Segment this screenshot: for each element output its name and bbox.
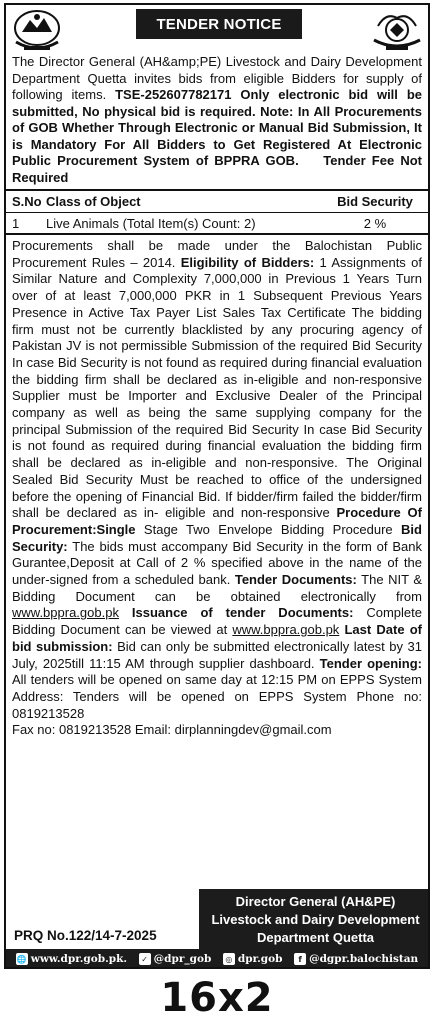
prq-number: PRQ No.122/14-7-2025 [14,928,157,943]
signatory-line-3: Department Quetta [256,930,375,945]
table-header-row [6,191,428,213]
facebook-icon: f [294,953,306,965]
social-instagram[interactable]: ◎ dpr.gob [223,953,283,965]
notice-title: TENDER NOTICE [136,9,302,39]
government-emblem-icon [8,8,66,54]
notice-header [6,5,428,55]
social-twitter[interactable]: ✓ @dpr_gob [139,953,212,965]
signatory-line-1: Director General (AH&PE) [235,894,396,909]
cell-bid-security: 2 % [363,215,387,231]
bppra-link-1[interactable]: www.bppra.gob.pk [12,605,119,621]
cell-sno: 1 [12,215,20,231]
social-bar [6,949,428,969]
header-sno: S.No [12,194,42,209]
social-website[interactable]: 🌐 www.dpr.gob.pk. [16,953,128,965]
table-row [6,213,428,233]
tender-notice [4,3,430,969]
intro-paragraph: The Director General (AH&amp;PE) Livestock and Dairy Development Department Quetta invites bids from eligible Bidders for supply of following items. TSE-252607782171 Only electronic bid will be submitted, No physical bid is required. Note: In All Procurements of GOB Whether Through Electronic or Manual Bid Submission, It is Mandatory For All Bidders to Get Registered At Electronic Public Procurement System of BPPRA GOB. Tender Fee Not Required [12,54,423,185]
signatory-line-2: Livestock and Dairy Development [211,912,420,927]
cell-class-of-object: Live Animals (Total Item(s) Count: 2) [46,215,256,231]
header-bid-security: Bid Security [337,194,413,209]
items-table [6,189,428,235]
notice-body: Procurements shall be made under the Balochistan Public Procurement Rules – 2014. Eligibility of Bidders: 1 Assignments of Similar Nature and Complexity 7,000,000 in Previous 1 Years Turn over of at least 7,000,000 PKR in 1 Subsequent Previous Years Presence in Active Tax Payer List Sales Tax Certificate The bidding firm must not be currently blacklisted by any procuring agency of Pakistan JV is not permissible Submission of the required Bid Security In case Bid Security is not found as required during financial evaluation the bidding firm shall be declared as in-eligible and non-responsive Supplier must be Importer and Exclusive Dealer of the Principal company as well as being the same supplying company for the principal Submission of the required Bid Security In case Bid Security is not found as required during financial evaluation the bidding firm shall be declared as in-eligible and non-responsive. The Original Sealed Bid Security Must be reached to office of the undersigned before the opening of Financial Bid. If bidder/firm failed the bidder/firm shall be declared as in- eligible and non-responsive Procedure Of Procurement:Single Stage Two Envelope Bidding Procedure Bid Security: The bids must accompany Bid Security in the form of Bank Gurantee,Deposit at Call of 2 % specified above in the name of the under-signed from a scheduled bank. Tender Documents: The NIT & Bidding Document can be obtained electronically from www.bppra.gob.pk Issuance of tender Documents: Complete Bidding Document can be viewed at www.bppra.gob.pk Last Date of bid submission: Bid can only be submitted electronically latest by 31 July, 2025till 11:15 AM through supplier dashboard. Tender opening: All tenders will be opened on same day at 12:15 PM on EPPS System Address: Tenders will be opened on EPPS System Phone no: 0819213528 Fax no: 0819213528 Email: dirplanningdev@gmail.com [12,238,423,738]
signatory-box [199,889,430,949]
social-facebook[interactable]: f @dgpr.balochistan [294,953,418,965]
globe-icon: 🌐 [16,954,27,964]
contact-line: Fax no: 0819213528 Email: dirplanningdev@gmail.com [12,722,332,738]
department-logo-icon [368,8,426,54]
instagram-icon: ◎ [223,953,235,965]
header-class-of-object: Class of Object [46,194,141,209]
twitter-icon: ✓ [139,953,151,965]
ad-size-label: 16x2 [160,975,274,1021]
bppra-link-2[interactable]: www.bppra.gob.pk [232,622,340,638]
